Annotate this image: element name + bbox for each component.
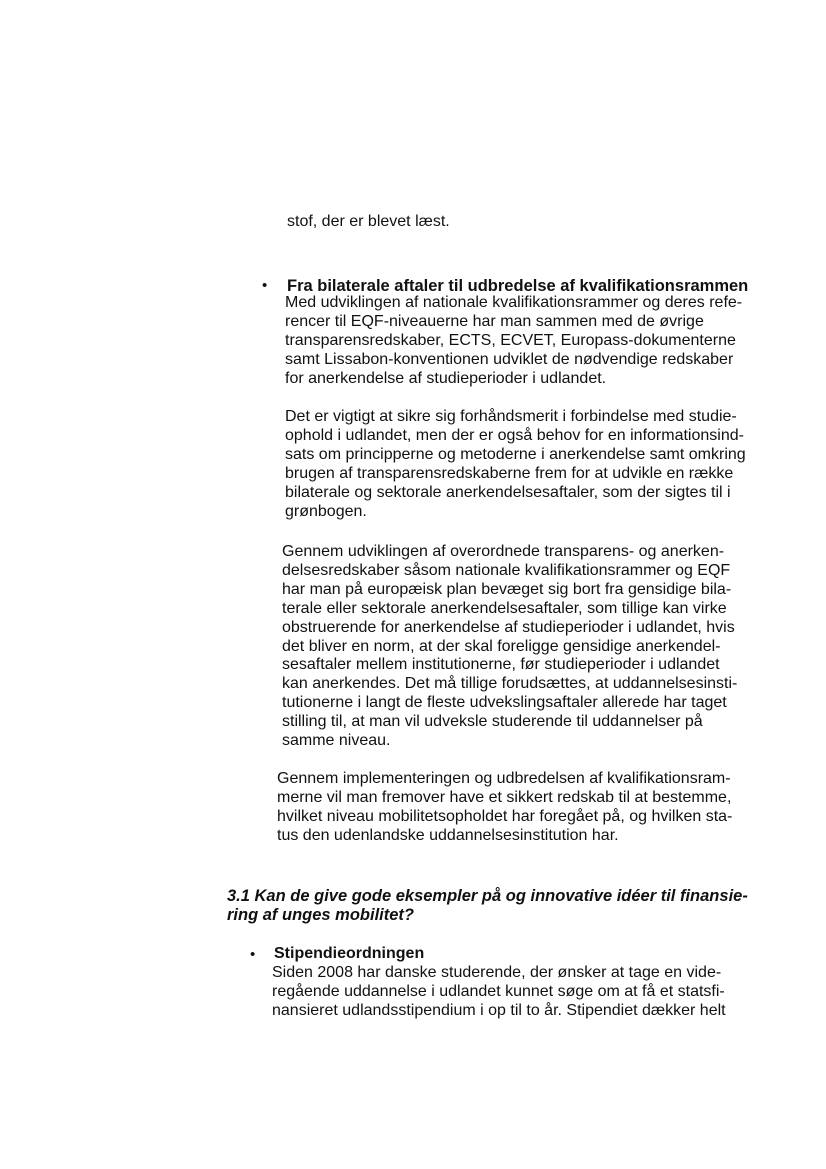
- text-line: Stipendieordningen: [274, 945, 425, 962]
- text-line: Det er vigtigt at sikre sig forhåndsmerit i forbindelse med studie-: [285, 408, 737, 425]
- text-line: sesaftaler mellem institutionerne, før studieperioder i udlandet: [282, 656, 720, 674]
- text-line: grønbogen.: [285, 502, 367, 520]
- text-line: rencer til EQF-niveauerne har man sammen med de øvrige: [285, 312, 704, 330]
- section2-paragraph1: [272, 964, 726, 1021]
- text-line: Siden 2008 har danske studerende, der ønsker at tage en vide-: [272, 964, 722, 981]
- text-line: Fra bilaterale aftaler til udbredelse af kvalifikationsrammen: [287, 277, 749, 295]
- heading-line: 3.1 Kan de give gode eksempler på og innovative idéer til finansie-: [227, 887, 748, 905]
- text-line: tus den udenlandske uddannelsesinstitution har.: [277, 826, 619, 844]
- text-line: samt Lissabon-konventionen udviklet de nødvendige redskaber: [285, 350, 734, 368]
- section1-paragraph4: [277, 770, 732, 846]
- text-line: Med udviklingen af nationale kvalifikationsrammer og deres refe-: [285, 294, 743, 311]
- heading-line: ring af unges mobilitet?: [227, 906, 415, 924]
- text-line: delsesredskaber såsom nationale kvalifikationsrammer og EQF: [282, 561, 731, 579]
- text-line: hvilket niveau mobilitetsopholdet har foregået på, og hvilken sta-: [277, 807, 733, 825]
- section1-paragraph3: [282, 543, 737, 751]
- section1-paragraph1: [285, 294, 742, 389]
- text-line: stof, der er blevet læst.: [287, 213, 450, 230]
- section2-title: [274, 945, 424, 964]
- text-line: bilaterale og sektorale anerkendelsesaftaler, som der sigtes til i: [285, 483, 731, 501]
- bullet-icon: •: [250, 946, 256, 963]
- text-line: har man på europæisk plan bevæget sig bort fra gensidige bila-: [282, 580, 732, 598]
- text-line: ophold i udlandet, men der er også behov for en informationsind-: [285, 426, 744, 444]
- text-line: nansieret udlandsstipendium i op til to år. Stipendiet dækker helt: [272, 1001, 726, 1019]
- text-line: sats om principperne og metoderne i anerkendelse samt omkring: [285, 445, 746, 463]
- text-line: obstruerende for anerkendelse af studieperioder i udlandet, hvis: [282, 618, 735, 636]
- text-line: Gennem implementeringen og udbredelsen af kvalifikationsram-: [277, 770, 731, 787]
- text-line: brugen af transparensredskaberne frem for at udvikle en række: [285, 464, 734, 482]
- text-line: stilling til, at man vil udveksle studerende til uddannelser på: [282, 713, 703, 731]
- top-fragment: [287, 213, 450, 232]
- text-line: merne vil man fremover have et sikkert redskab til at bestemme,: [277, 788, 732, 806]
- text-line: det bliver en norm, at der skal foreligge gensidige anerkendel-: [282, 637, 721, 655]
- question-heading: [227, 887, 748, 925]
- text-line: regående uddannelse i udlandet kunnet søge om at få et statsfi-: [272, 982, 725, 1000]
- bullet-icon: •: [262, 277, 268, 294]
- text-line: transparensredskaber, ECTS, ECVET, Europass-dokumenterne: [285, 331, 736, 349]
- section1-paragraph2: [285, 408, 746, 521]
- text-line: kan anerkendes. Det må tillige forudsættes, at uddannelsesinsti-: [282, 675, 738, 693]
- text-line: terale eller sektorale anerkendelsesaftaler, som tillige kan virke: [282, 599, 727, 617]
- text-line: for anerkendelse af studieperioder i udlandet.: [285, 369, 607, 387]
- text-line: tutionerne i langt de fleste udvekslingsaftaler allerede har taget: [282, 694, 727, 712]
- text-line: samme niveau.: [282, 732, 391, 750]
- text-line: Gennem udviklingen af overordnede transparens- og anerken-: [282, 543, 725, 560]
